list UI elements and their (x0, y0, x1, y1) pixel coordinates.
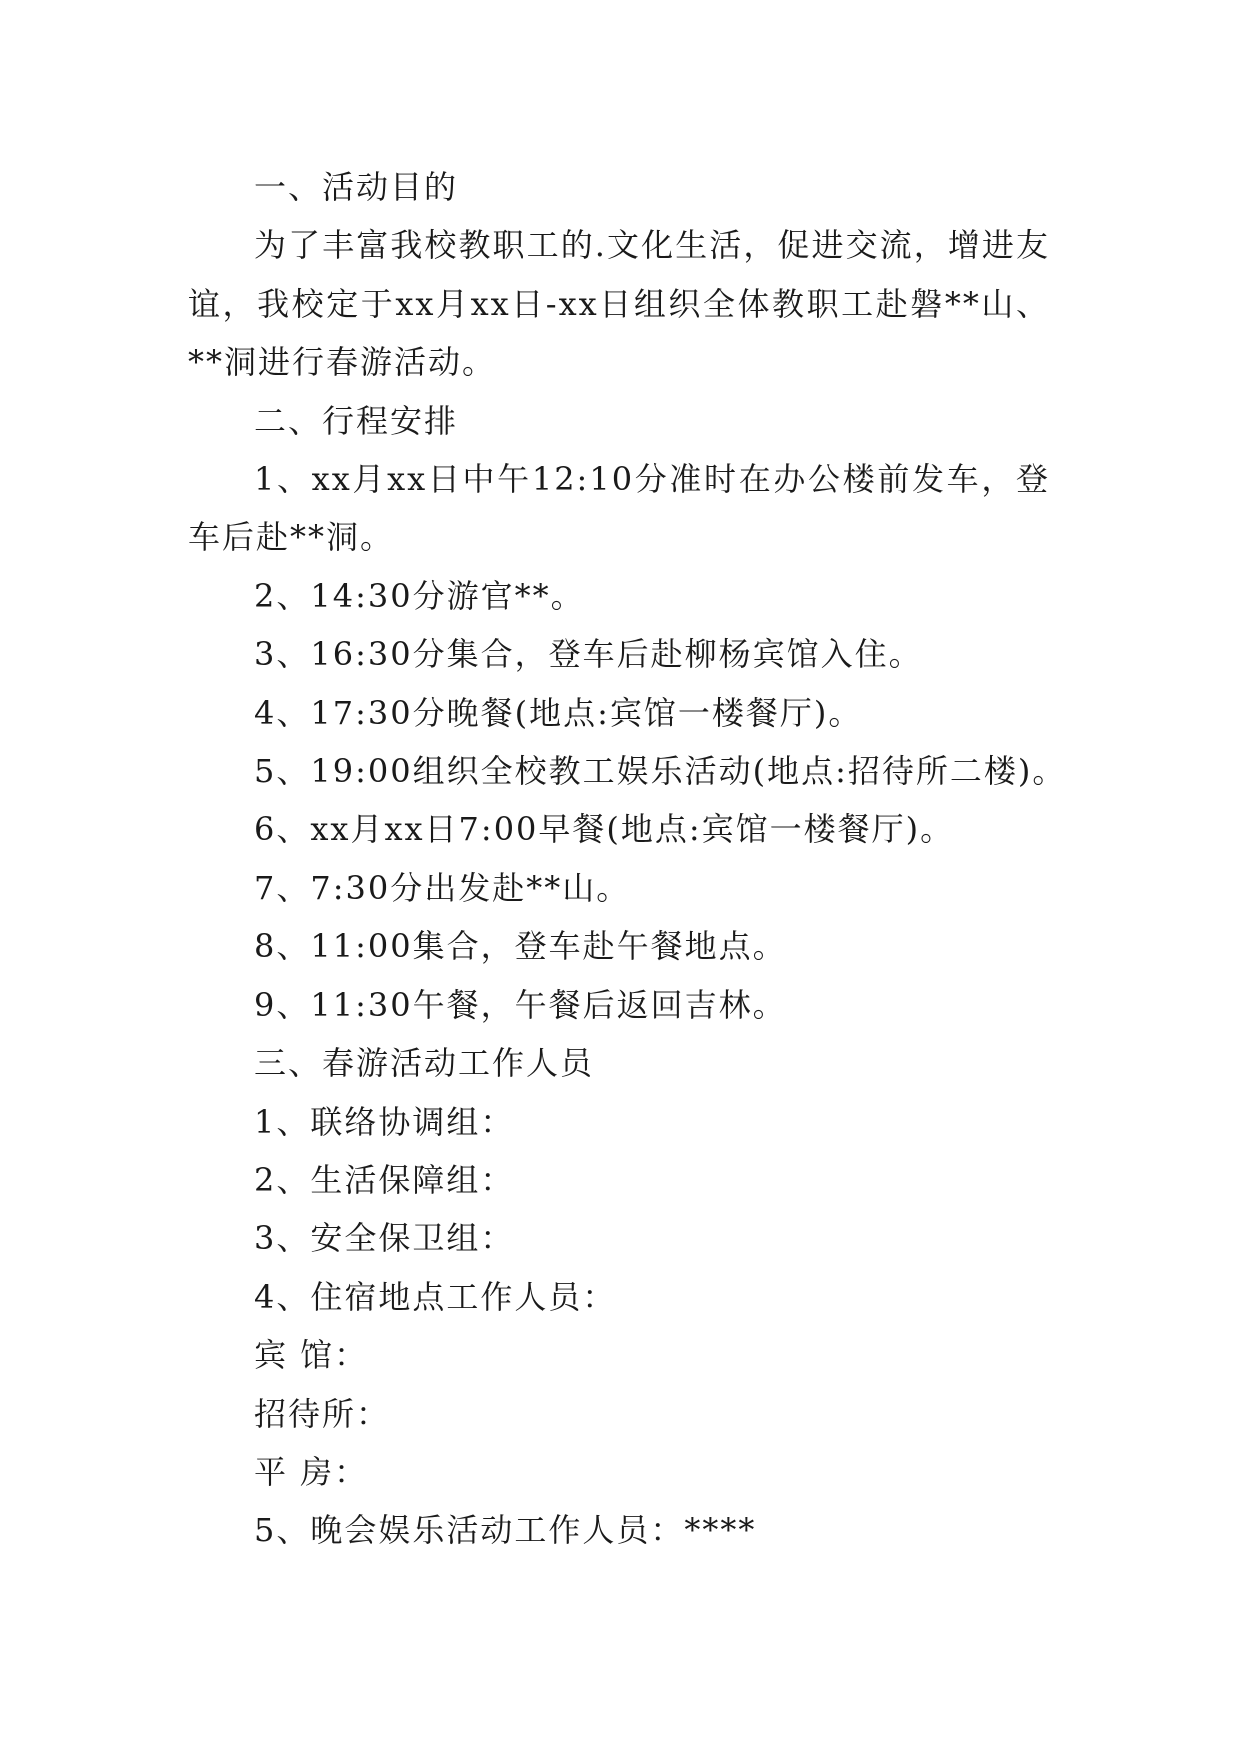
itinerary-item: 7、7:30分出发赴**山。 (254, 868, 631, 907)
staff-item: 2、生活保障组： (254, 1160, 515, 1199)
itinerary-item: 2、14:30分游官**。 (254, 576, 585, 615)
staff-item: 3、安全保卫组： (254, 1219, 515, 1258)
itinerary-item: 5、19:00组织全校教工娱乐活动(地点:招待所二楼)。 (254, 752, 1067, 791)
staff-item: 1、联络协调组： (254, 1102, 515, 1141)
itinerary-item: 3、16:30分集合，登车后赴柳杨宾馆入住。 (254, 635, 923, 674)
purpose-paragraph: 为了丰富我校教职工的.文化生活，促进交流，增进友谊，我校定于xx月xx日-xx日组织全体教职工赴磐**山、**洞进行春游活动。 (188, 226, 1050, 382)
itinerary-item: 4、17:30分晚餐(地点:宾馆一楼餐厅)。 (254, 693, 863, 732)
section-heading-itinerary: 二、行程安排 (254, 401, 459, 440)
staff-item: 平 房： (254, 1452, 369, 1491)
section-heading-staff: 三、春游活动工作人员 (254, 1044, 595, 1083)
itinerary-item: 8、11:00集合，登车赴午餐地点。 (254, 927, 787, 966)
itinerary-item: 9、11:30午餐，午餐后返回吉林。 (254, 985, 787, 1024)
itinerary-item: 1、xx月xx日中午12:10分准时在办公楼前发车，登车后赴**洞。 (188, 460, 1050, 557)
staff-item: 宾 馆： (254, 1336, 369, 1375)
staff-item: 4、住宿地点工作人员： (254, 1277, 617, 1316)
staff-item: 5、晚会娱乐活动工作人员：**** (254, 1511, 757, 1550)
itinerary-item: 6、xx月xx日7:00早餐(地点:宾馆一楼餐厅)。 (254, 810, 955, 849)
section-heading-purpose: 一、活动目的 (254, 168, 459, 206)
document-body (188, 158, 1067, 1560)
staff-item: 招待所： (254, 1394, 391, 1433)
